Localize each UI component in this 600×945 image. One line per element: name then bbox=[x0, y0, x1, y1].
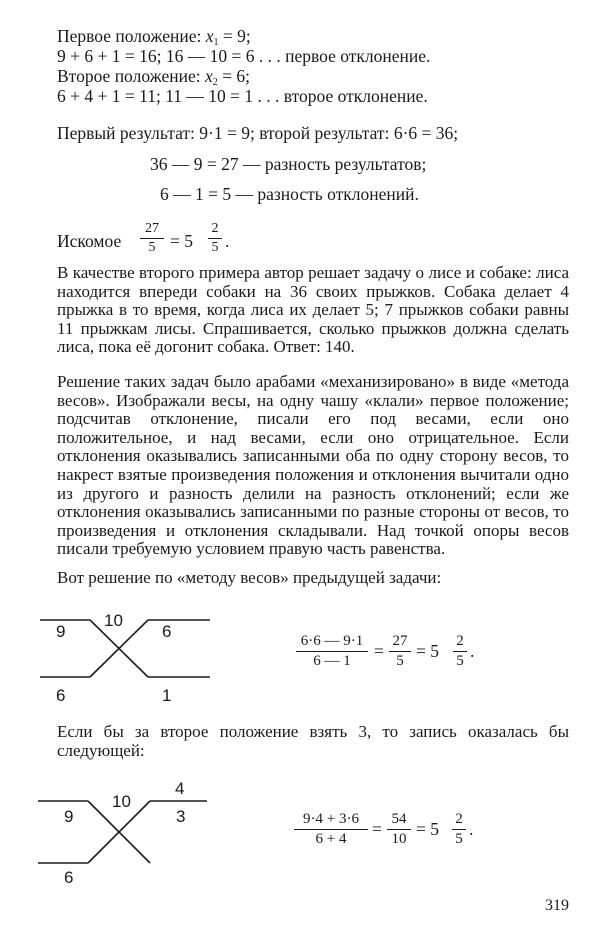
position-2-value: = 6; bbox=[222, 66, 251, 86]
formula-1-result-fraction bbox=[389, 633, 411, 670]
sought-fraction bbox=[140, 221, 164, 256]
results-line: Первый результат: 9·1 = 9; второй результат: 6·6 = 36; bbox=[57, 123, 459, 143]
page-number: 319 bbox=[545, 897, 569, 914]
formula-2-equals-mixed: = 5 bbox=[416, 819, 439, 839]
sought-equals: = 5 bbox=[170, 231, 193, 251]
formula-1-numerator: 6·6 — 9·1 bbox=[296, 633, 368, 652]
scale-1-top-center-value: 10 bbox=[104, 611, 123, 630]
calc-2-line: 6 + 4 + 1 = 11; 11 — 10 = 1 . . . второе отклонение. bbox=[57, 86, 428, 106]
scale-1-left-top-value: 9 bbox=[56, 622, 66, 641]
formula-2-mixed-numerator: 2 bbox=[452, 811, 466, 830]
formula-2-result-fraction bbox=[387, 811, 411, 848]
formula-1-equals-mixed: = 5 bbox=[416, 641, 439, 661]
position-1-variable: x bbox=[205, 26, 214, 46]
position-1-value: = 9; bbox=[222, 26, 251, 46]
results-difference-line: 36 — 9 = 27 — разность результатов; bbox=[150, 154, 427, 174]
sought-fraction-denominator: 5 bbox=[148, 240, 156, 255]
position-1-subscript: 1 bbox=[213, 37, 219, 48]
sought-mixed-numerator: 2 bbox=[208, 221, 222, 239]
paragraph-fox-dog: В качестве второго примера автор решает задачу о лисе и собаке: лиса находится впереди собаки на 36 своих прыжков. Собака делает 4 прыжка в то время, когда лиса их делает 5; 7 прыжков собаки равны 11 прыжкам лисы. Спрашивается, сколько прыжков должна сделать лиса, пока её догонит собака. Ответ: 140. bbox=[57, 263, 569, 357]
paragraph-scale-method: Решение таких задач было арабами «механизировано» в виде «метода весов». Изображали весы, на одну чашу «клали» первое положение; подсчитав отклонение, писали его под весами, если оно положительное, и над весами, если оно отрицательное. Если отклонения оказывались записанными оба по одну сторону весов, то накрест взятые произведения положения и отклонения вычитали одно из другого и разность делили на разность отклонений; если же отклонения оказывались записанными по разные стороны от весов, то произведения и отклонения складывали. Над точкой опоры весов писали требуемую условием правую часть равенства. bbox=[57, 372, 569, 559]
sought-mixed-denominator: 5 bbox=[211, 240, 219, 255]
formula-2-main-fraction bbox=[294, 811, 368, 848]
formula-2-result-denominator: 10 bbox=[391, 831, 407, 847]
formula-1-mixed-denominator: 5 bbox=[456, 653, 464, 669]
formula-2-period: . bbox=[469, 819, 474, 839]
formula-1-period: . bbox=[470, 641, 475, 661]
formula-2-mixed-denominator: 5 bbox=[455, 831, 463, 847]
formula-1-result-denominator: 5 bbox=[396, 653, 404, 669]
paragraph-scale-solution-intro: Вот решение по «методу весов» предыдущей задачи: bbox=[57, 568, 442, 587]
scale-2-right-top-value: 3 bbox=[176, 807, 186, 826]
formula-2-mixed-fraction bbox=[452, 811, 466, 848]
formula-1-result-numerator: 27 bbox=[389, 633, 411, 652]
paragraph-second-position: Если бы за второе положение взять 3, то запись оказалась бы следующей: bbox=[57, 722, 569, 760]
scale-2-left-bottom-value: 6 bbox=[64, 868, 74, 887]
formula-1-mixed-fraction bbox=[453, 633, 467, 670]
formula-1-equals: = bbox=[374, 641, 384, 661]
position-2-subscript: 2 bbox=[212, 77, 218, 88]
formula-2-equals: = bbox=[372, 819, 382, 839]
deviation-difference-line: 6 — 1 = 5 — разность отклонений. bbox=[160, 184, 419, 204]
formula-1-mixed-numerator: 2 bbox=[453, 633, 467, 652]
scale-1-right-top-value: 6 bbox=[162, 622, 172, 641]
formula-2-result-numerator: 54 bbox=[387, 811, 411, 830]
calc-1-line: 9 + 6 + 1 = 16; 16 — 10 = 6 . . . первое отклонение. bbox=[57, 46, 431, 66]
position-2-variable: x bbox=[205, 66, 213, 86]
position-2-label: Второе положение: bbox=[57, 66, 201, 86]
scale-1-right-bottom-value: 1 bbox=[162, 686, 172, 705]
scale-2-top-center-value: 10 bbox=[112, 792, 131, 811]
position-1-label: Первое положение: bbox=[57, 26, 202, 46]
scale-1-left-bottom-value: 6 bbox=[56, 686, 66, 705]
scale-2-left-top-value: 9 bbox=[64, 807, 74, 826]
formula-1-denominator: 6 — 1 bbox=[313, 653, 351, 669]
formula-1-main-fraction bbox=[296, 633, 368, 670]
sought-mixed-fraction bbox=[208, 221, 222, 256]
scale-2-right-above-value: 4 bbox=[175, 779, 185, 798]
formula-2-denominator: 6 + 4 bbox=[315, 831, 347, 847]
formula-2-numerator: 9·4 + 3·6 bbox=[294, 811, 368, 830]
sought-period: . bbox=[225, 231, 230, 251]
sought-label: Искомое bbox=[57, 231, 122, 251]
sought-fraction-numerator: 27 bbox=[140, 221, 164, 239]
